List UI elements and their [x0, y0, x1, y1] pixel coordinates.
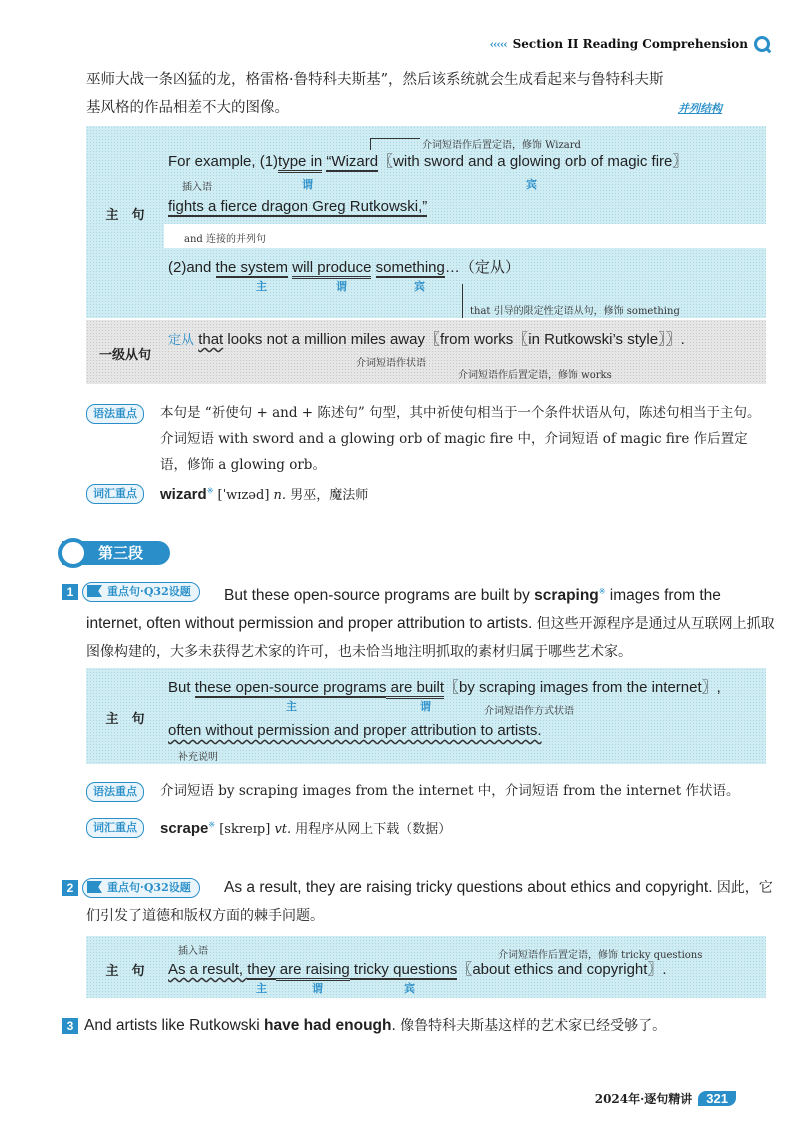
page-number: 321 [698, 1091, 736, 1106]
grammar-tag: 语法重点 [86, 404, 144, 424]
row-label: 主 句 [105, 964, 145, 979]
row-label: 一级从句 [98, 348, 151, 363]
vocab-tag: 词汇重点 [86, 484, 144, 504]
page-footer [595, 1090, 736, 1107]
sentence-line: fights a fierce dragon Greg Rutkowski,” [168, 198, 428, 215]
header-title: Section II Reading Comprehension [512, 37, 748, 51]
sentence-paragraph: As a result, they are raising tricky questions about ethics and copyright. 因此，它们引发了道德和版权方面的棘手问题。 [86, 879, 773, 924]
annotation: 介词短语作方式状语 [484, 706, 574, 717]
annotation: and 连接的并列句 [184, 234, 266, 245]
book-title: 2024年·逐句精讲 [594, 1092, 693, 1106]
role-mark: 宾 [404, 982, 415, 995]
row-label: 主 句 [105, 712, 145, 727]
grammar-note: 本句是 “祈使句 + and + 陈述句” 句型，其中祈使句相当于一个条件状语从句，陈述句相当于主句。介词短语 with sword and a glowing orb of magic fire 中，介词短语 of magic fire 作后置定语，修饰 a glowing orb。 [160, 405, 761, 473]
annotation: 介词短语作后置定语，修饰 tricky questions [498, 950, 703, 961]
section-heading: 第三段 [62, 541, 170, 565]
annotation: 插入语 [178, 946, 208, 957]
sentence-line: But these open-source programs are built〖by scraping images from the internet〗, [168, 676, 721, 697]
grammar-note: 介词短语 by scraping images from the internet 中，介词短语 from the internet 作状语。 [160, 783, 740, 799]
annotation: 介词短语作后置定语，修饰 Wizard [422, 140, 581, 151]
role-mark: 谓 [302, 178, 313, 191]
sentence-line: often without permission and proper attribution to artists. [168, 722, 542, 739]
sentence-line: 定从 that looks not a million miles away〖from works〖in Rutkowski’s style〗〗. [168, 331, 685, 348]
sentence-number: 3 [62, 1018, 78, 1034]
annotation: 补充说明 [178, 752, 218, 763]
sentence-number: 1 [62, 584, 78, 600]
vocab-entry: wizard※ [ˈwɪzəd] n. 男巫，魔法师 [160, 486, 369, 503]
search-icon [754, 36, 770, 52]
annotation: 介词短语作后置定语，修饰 works [458, 370, 612, 381]
sentence-line: As a result, they are raising tricky questions〖about ethics and copyright〗. [168, 958, 667, 979]
intro-label: 并列结构 [678, 102, 722, 115]
annotation: 介词短语作状语 [356, 358, 426, 369]
vocab-entry: scrape※ [skreɪp] vt. 用程序从网上下载（数据） [160, 820, 452, 837]
vocab-tag: 词汇重点 [86, 818, 144, 838]
analysis-box-main-3 [86, 936, 766, 998]
analysis-box-clause [86, 320, 766, 384]
annotation: that 引导的限定性定语从句，修饰 something [470, 306, 680, 317]
analysis-box-main-1 [86, 126, 766, 318]
page-header [490, 36, 770, 52]
role-mark: 主 [256, 280, 267, 293]
role-mark: 谓 [312, 982, 323, 995]
role-mark: 主 [286, 700, 297, 713]
analysis-box-main-2 [86, 668, 766, 764]
intro-line-2: 基风格的作品相差不大的图像。 [86, 100, 289, 116]
search-icon [58, 538, 88, 568]
sentence-line: For example, (1)type in “Wizard〖with sword and a glowing orb of magic fire〗 [168, 150, 687, 171]
annotation: 插入语 [182, 182, 212, 193]
sentence-paragraph: But these open-source programs are built by scraping※ images from the internet, often without permission and proper attribution to artists. 但这些开源程序是通过从互联网上抓取图像构建的，大多未获得艺术家的许可，也未恰当地注明抓取的素材归属于哪些艺术家。 [86, 587, 775, 661]
sentence-paragraph: And artists like Rutkowski have had enough. 像鲁特科夫斯基这样的艺术家已经受够了。 [84, 1017, 667, 1034]
role-mark: 宾 [526, 178, 537, 191]
grammar-tag: 语法重点 [86, 782, 144, 802]
key-sentence-tag: 重点句·Q32设题 [82, 582, 200, 602]
sentence-line: (2)and the system will produce something…（定从） [168, 256, 520, 277]
role-mark: 谓 [336, 280, 347, 293]
row-label: 主 句 [105, 208, 145, 223]
key-sentence-tag: 重点句·Q32设题 [82, 878, 200, 898]
role-mark: 宾 [414, 280, 425, 293]
role-mark: 主 [256, 982, 267, 995]
role-mark: 谓 [420, 700, 431, 713]
intro-line-1: 巫师大战一条凶猛的龙，格雷格·鲁特科夫斯基”，然后该系统就会生成看起来与鲁特科夫斯 [86, 72, 664, 88]
chevrons-icon: ‹‹‹‹‹ [489, 37, 507, 51]
sentence-number: 2 [62, 880, 78, 896]
